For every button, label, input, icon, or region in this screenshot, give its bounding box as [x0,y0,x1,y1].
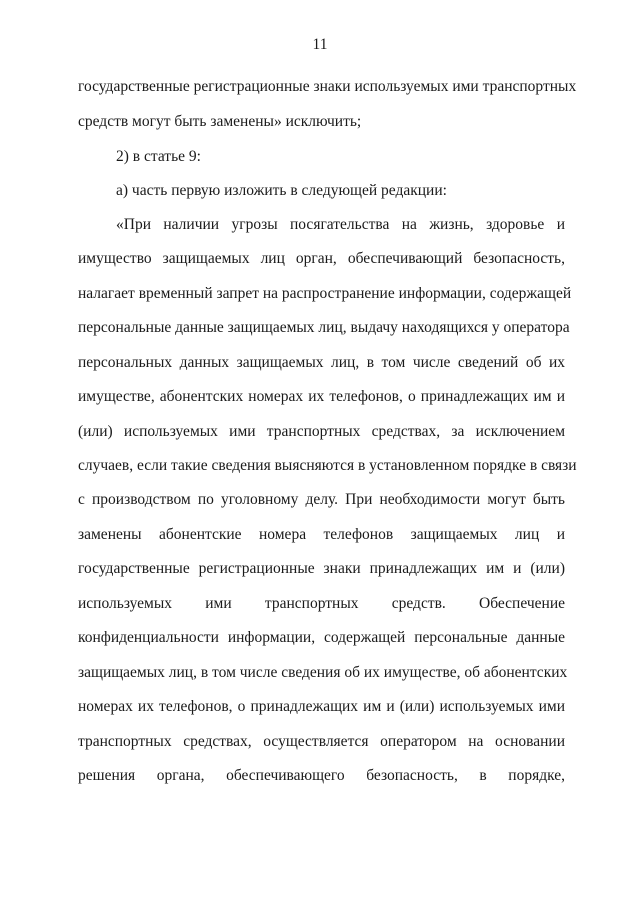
text-line-10: имуществе, абонентских номерах их телефонов, о принадлежащих им и [78,388,565,405]
text-line-2: средств могут быть заменены» исключить; [78,113,362,130]
text-line-14: заменены абонентские номера телефонов защищаемых лиц и [78,526,565,543]
text-line-17: конфиденциальности информации, содержащей персональные данные [78,629,565,646]
text-line-19: номерах их телефонов, о принадлежащих им и (или) используемых ими [78,698,565,715]
text-line-11: (или) используемых ими транспортных средствах, за исключением [78,423,565,440]
text-line-20: транспортных средствах, осуществляется оператором на основании [78,733,565,750]
text-line-15: государственные регистрационные знаки принадлежащих им и (или) [78,560,565,577]
text-line-8: персональные данные защищаемых лиц, выдачу находящихся у оператора [78,319,570,336]
text-line-6: имущество защищаемых лиц орган, обеспечивающий безопасность, [78,250,565,267]
text-line-7: налагает временный запрет на распространение информации, содержащей [78,285,572,302]
text-line-5: «При наличии угрозы посягательства на жизнь, здоровье и [116,216,565,233]
text-line-16: используемых ими транспортных средств. Обеспечение [78,595,565,612]
text-line-4: а) часть первую изложить в следующей редакции: [116,182,447,199]
text-line-1: государственные регистрационные знаки используемых ими транспортных [78,78,577,95]
text-line-18: защищаемых лиц, в том числе сведения об их имуществе, об абонентских [78,664,568,681]
text-line-12: случаев, если такие сведения выясняются в установленном порядке в связи [78,457,577,474]
text-line-9: персональных данных защищаемых лиц, в том числе сведений об их [78,354,565,371]
text-line-21: решения органа, обеспечивающего безопасность, в порядке, [78,767,565,784]
text-line-3: 2) в статье 9: [116,148,201,165]
page-number: 11 [312,36,328,53]
text-line-13: с производством по уголовному делу. При необходимости могут быть [78,491,565,508]
